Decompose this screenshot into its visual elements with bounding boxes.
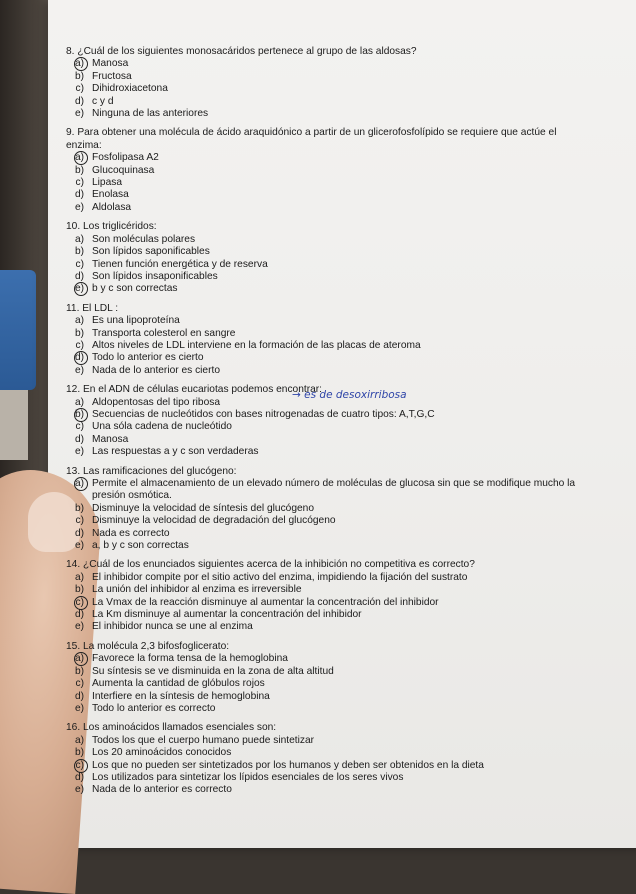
- option-text: Interfiere en la síntesis de hemoglobina: [92, 690, 270, 702]
- question-text: [66, 641, 586, 653]
- option-b: [66, 246, 586, 258]
- question-body: Las ramificaciones del glucógeno:: [83, 465, 237, 477]
- option-e: [66, 621, 586, 633]
- option-a: [66, 234, 586, 246]
- option-text: Enolasa: [92, 189, 129, 201]
- question-body: El LDL :: [82, 302, 119, 314]
- question-9: [66, 127, 586, 214]
- option-text: Glucoquinasa: [92, 164, 155, 176]
- option-text: Tienen función energética y de reserva: [92, 258, 268, 270]
- option-e: [66, 202, 586, 214]
- option-a: [66, 478, 586, 503]
- option-d: [66, 352, 586, 364]
- question-16: [66, 722, 586, 796]
- option-c: [66, 515, 586, 527]
- blue-object: [0, 270, 36, 390]
- option-letter: c): [66, 760, 84, 772]
- option-text: c y d: [92, 95, 114, 107]
- question-number: 16.: [66, 722, 81, 734]
- question-body: En el ADN de células eucariotas podemos encontrar:: [83, 384, 322, 396]
- options-list: [66, 152, 586, 214]
- option-text: Nada de lo anterior es correcto: [92, 784, 232, 796]
- option-text: Fosfolipasa A2: [92, 152, 159, 164]
- options-list: [66, 478, 586, 552]
- option-letter: d): [74, 609, 84, 621]
- option-letter: d): [74, 189, 84, 201]
- option-text: Una sóla cadena de nucleótido: [92, 421, 232, 433]
- question-number: 9.: [66, 127, 75, 139]
- option-c: [66, 259, 586, 271]
- question-11: [66, 303, 586, 377]
- question-text: [66, 722, 586, 734]
- option-letter: d): [66, 352, 84, 364]
- question-body: Los aminoácidos llamados esenciales son:: [83, 722, 277, 734]
- options-list: [66, 234, 586, 296]
- option-text: Aumenta la cantidad de glóbulos rojos: [92, 678, 265, 690]
- option-letter: c): [66, 597, 84, 609]
- option-letter: a): [74, 233, 84, 245]
- option-d: [66, 528, 586, 540]
- option-letter: d): [74, 527, 84, 539]
- option-letter: b): [74, 246, 84, 258]
- option-c: [66, 83, 586, 95]
- option-letter: d): [74, 95, 84, 107]
- question-number: 10.: [66, 221, 81, 233]
- option-text: La Km disminuye al aumentar la concentración del inhibidor: [92, 609, 362, 621]
- option-letter: a): [74, 315, 84, 327]
- option-text: El inhibidor nunca se une al enzima: [92, 621, 253, 633]
- option-e: [66, 283, 586, 295]
- question-8: [66, 46, 586, 120]
- option-letter: e): [74, 364, 84, 376]
- option-text: Su síntesis se ve disminuida en la zona de alta altitud: [92, 665, 334, 677]
- option-letter: c): [75, 258, 84, 270]
- option-c: [66, 760, 586, 772]
- option-text: Los 20 aminoácidos conocidos: [92, 747, 232, 759]
- option-letter: e): [74, 784, 84, 796]
- option-text: Las respuestas a y c son verdaderas: [92, 446, 259, 458]
- option-c: [66, 340, 586, 352]
- option-letter: c): [75, 421, 84, 433]
- question-number: 14.: [66, 559, 81, 571]
- option-a: [66, 58, 586, 70]
- option-text: Todos los que el cuerpo humano puede sintetizar: [92, 734, 315, 746]
- option-text: Dihidroxiacetona: [92, 83, 168, 95]
- option-a: [66, 572, 586, 584]
- question-13: [66, 466, 586, 553]
- option-letter: a): [66, 653, 84, 665]
- option-letter: c): [75, 339, 84, 351]
- question-text: [66, 559, 586, 571]
- option-letter: e): [74, 446, 84, 458]
- option-text: El inhibidor compite por el sitio activo del enzima, impidiendo la fijación del sustrato: [92, 571, 468, 583]
- option-b: [66, 503, 586, 515]
- option-letter: a): [74, 396, 84, 408]
- option-letter: a): [66, 478, 84, 503]
- question-14: [66, 559, 586, 633]
- option-e: [66, 784, 586, 796]
- option-letter: b): [74, 327, 84, 339]
- question-number: 12.: [66, 384, 81, 396]
- option-text: Es una lipoproteína: [92, 315, 180, 327]
- option-b: [66, 165, 586, 177]
- option-b: [66, 584, 586, 596]
- option-letter: b): [74, 584, 84, 596]
- option-e: [66, 108, 586, 120]
- option-e: [66, 540, 586, 552]
- option-letter: b): [74, 70, 84, 82]
- option-text: Altos niveles de LDL interviene en la formación de las placas de ateroma: [92, 339, 421, 351]
- option-letter: e): [74, 201, 84, 213]
- question-15: [66, 641, 586, 715]
- option-c: [66, 678, 586, 690]
- question-body: La molécula 2,3 bifosfoglicerato:: [83, 640, 230, 652]
- option-text: Manosa: [92, 433, 129, 445]
- option-a: [66, 315, 586, 327]
- option-text: Los utilizados para sintetizar los lípidos esenciales de los seres vivos: [92, 771, 404, 783]
- options-list: [66, 653, 586, 715]
- option-a: [66, 735, 586, 747]
- option-text: Son lípidos insaponificables: [92, 270, 218, 282]
- options-list: [66, 735, 586, 797]
- option-b: [66, 71, 586, 83]
- options-list: [66, 397, 586, 459]
- question-text: [66, 127, 586, 152]
- option-a: [66, 653, 586, 665]
- option-b: [66, 747, 586, 759]
- option-letter: b): [74, 164, 84, 176]
- option-letter: c): [75, 678, 84, 690]
- option-d: [66, 772, 586, 784]
- option-text: Todo lo anterior es correcto: [92, 702, 216, 714]
- option-e: [66, 365, 586, 377]
- option-letter: b): [66, 409, 84, 421]
- option-text: Fructosa: [92, 70, 132, 82]
- option-text: Lipasa: [92, 177, 123, 189]
- question-body: Para obtener una molécula de ácido araquidónico a partir de un glicerofosfolípido se requiere que actúe el enzima:: [66, 127, 557, 151]
- option-text: Transporta colesterol en sangre: [92, 327, 236, 339]
- option-text: a, b y c son correctas: [92, 540, 189, 552]
- option-b: [66, 328, 586, 340]
- option-letter: d): [74, 690, 84, 702]
- option-letter: e): [74, 621, 84, 633]
- question-text: [66, 221, 586, 233]
- option-e: [66, 703, 586, 715]
- option-letter: e): [74, 540, 84, 552]
- option-letter: a): [66, 152, 84, 164]
- option-letter: e): [74, 108, 84, 120]
- question-number: 13.: [66, 465, 81, 477]
- question-text: [66, 303, 586, 315]
- question-10: [66, 221, 586, 295]
- option-letter: c): [75, 83, 84, 95]
- question-body: ¿Cuál de los siguientes monosacáridos pertenece al grupo de las aldosas?: [77, 46, 417, 57]
- option-text: Todo lo anterior es cierto: [92, 352, 204, 364]
- option-letter: e): [74, 702, 84, 714]
- option-letter: a): [74, 734, 84, 746]
- option-d: [66, 434, 586, 446]
- option-d: [66, 189, 586, 201]
- options-list: [66, 572, 586, 634]
- option-b: [66, 409, 586, 421]
- option-text: Secuencias de nucleótidos con bases nitrogenadas de cuatro tipos: A,T,G,C: [92, 408, 435, 420]
- option-text: b y c son correctas: [92, 283, 178, 295]
- option-text: La Vmax de la reacción disminuye al aumentar la concentración del inhibidor: [92, 596, 439, 608]
- option-d: [66, 691, 586, 703]
- option-letter: d): [74, 433, 84, 445]
- question-text: [66, 46, 586, 58]
- option-letter: b): [74, 502, 84, 514]
- option-text: Aldolasa: [92, 201, 132, 213]
- option-letter: c): [75, 177, 84, 189]
- option-text: Nada es correcto: [92, 527, 170, 539]
- option-text: Nada de lo anterior es cierto: [92, 364, 220, 376]
- option-b: [66, 666, 586, 678]
- option-text: Favorece la forma tensa de la hemoglobina: [92, 653, 288, 665]
- option-text: Son moléculas polares: [92, 233, 196, 245]
- background-object: [0, 390, 28, 460]
- option-d: [66, 609, 586, 621]
- option-text: Aldopentosas del tipo ribosa: [92, 396, 220, 408]
- option-a: [66, 152, 586, 164]
- question-text: [66, 466, 586, 478]
- option-d: [66, 96, 586, 108]
- option-e: [66, 446, 586, 458]
- option-c: [66, 177, 586, 189]
- question-number: 11.: [66, 302, 80, 314]
- option-letter: b): [74, 747, 84, 759]
- option-c: [66, 421, 586, 433]
- option-text: Disminuye la velocidad de degradación del glucógeno: [92, 515, 336, 527]
- question-body: Los triglicéridos:: [83, 221, 157, 233]
- option-letter: a): [74, 571, 84, 583]
- option-letter: d): [74, 771, 84, 783]
- option-letter: a): [66, 58, 84, 70]
- option-text: Ninguna de las anteriores: [92, 108, 209, 120]
- question-number: 8.: [66, 46, 75, 57]
- question-number: 15.: [66, 640, 81, 652]
- option-text: Los que no pueden ser sintetizados por los humanos y deben ser obtenidos en la dieta: [92, 759, 484, 771]
- exam-content: [66, 46, 586, 804]
- option-text: Disminuye la velocidad de síntesis del glucógeno: [92, 502, 314, 514]
- option-c: [66, 597, 586, 609]
- option-d: [66, 271, 586, 283]
- question-body: ¿Cuál de los enunciados siguientes acerca de la inhibición no competitiva es correcto?: [83, 559, 475, 571]
- option-text: Manosa: [92, 58, 129, 70]
- option-letter: b): [74, 665, 84, 677]
- handwritten-note: → es de desoxirribosa: [292, 389, 407, 401]
- options-list: [66, 315, 586, 377]
- option-text: Son lípidos saponificables: [92, 246, 210, 258]
- option-text: La unión del inhibidor al enzima es irreversible: [92, 584, 302, 596]
- option-letter: c): [75, 515, 84, 527]
- option-letter: e): [66, 283, 84, 295]
- option-text: Permite el almacenamiento de un elevado número de moléculas de glucosa sin que se modifique mucho la presión osmótica.: [92, 478, 576, 502]
- options-list: [66, 58, 586, 120]
- option-letter: d): [74, 270, 84, 282]
